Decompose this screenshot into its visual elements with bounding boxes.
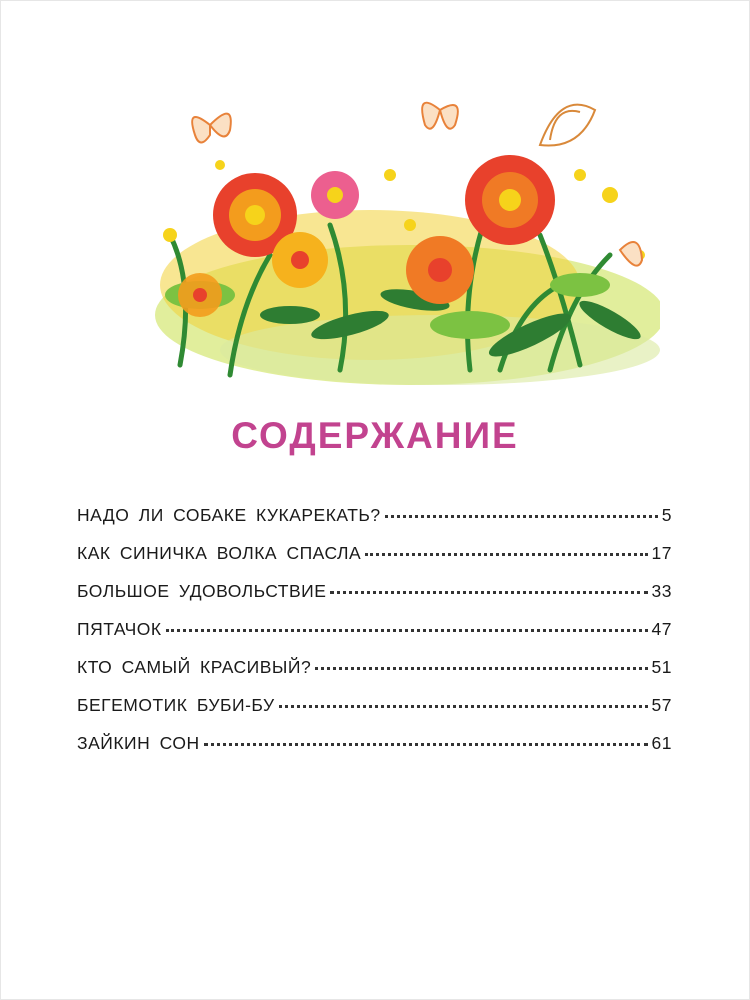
toc-leader-dots — [330, 591, 647, 594]
table-of-contents — [77, 505, 672, 771]
toc-entry[interactable] — [77, 619, 672, 657]
page-title: СОДЕРЖАНИЕ — [231, 415, 519, 456]
toc-entry[interactable] — [77, 657, 672, 695]
toc-leader-dots — [365, 553, 647, 556]
toc-entry-title: НАДО ЛИ СОБАКЕ КУКАРЕКАТЬ? — [77, 505, 381, 525]
toc-leader-dots — [166, 629, 648, 632]
toc-entry-page: 17 — [651, 543, 672, 563]
toc-leader-dots — [315, 667, 647, 670]
toc-leader-dots — [279, 705, 648, 708]
toc-entry-page: 47 — [651, 619, 672, 639]
toc-entry-page: 33 — [651, 581, 672, 601]
toc-entry[interactable] — [77, 543, 672, 581]
toc-entry-title: БОЛЬШОЕ УДОВОЛЬСТВИЕ — [77, 581, 327, 601]
toc-entry-page: 57 — [651, 695, 672, 715]
toc-entry-page: 5 — [661, 505, 672, 525]
toc-entry-title: КТО САМЫЙ КРАСИВЫЙ? — [77, 657, 312, 677]
toc-entry-page: 51 — [651, 657, 672, 677]
toc-entry[interactable] — [77, 733, 672, 771]
toc-leader-dots — [385, 515, 658, 518]
toc-entry[interactable] — [77, 581, 672, 619]
flower-meadow-illustration — [140, 85, 660, 395]
toc-entry[interactable] — [77, 505, 672, 543]
toc-entry-title: БЕГЕМОТИК БУБИ-БУ — [77, 695, 275, 715]
toc-entry-title: ПЯТАЧОК — [77, 619, 162, 639]
toc-leader-dots — [204, 743, 648, 746]
toc-entry-title: ЗАЙКИН СОН — [77, 733, 200, 753]
toc-entry-page: 61 — [651, 733, 672, 753]
toc-entry-title: КАК СИНИЧКА ВОЛКА СПАСЛА — [77, 543, 362, 563]
toc-entry[interactable] — [77, 695, 672, 733]
